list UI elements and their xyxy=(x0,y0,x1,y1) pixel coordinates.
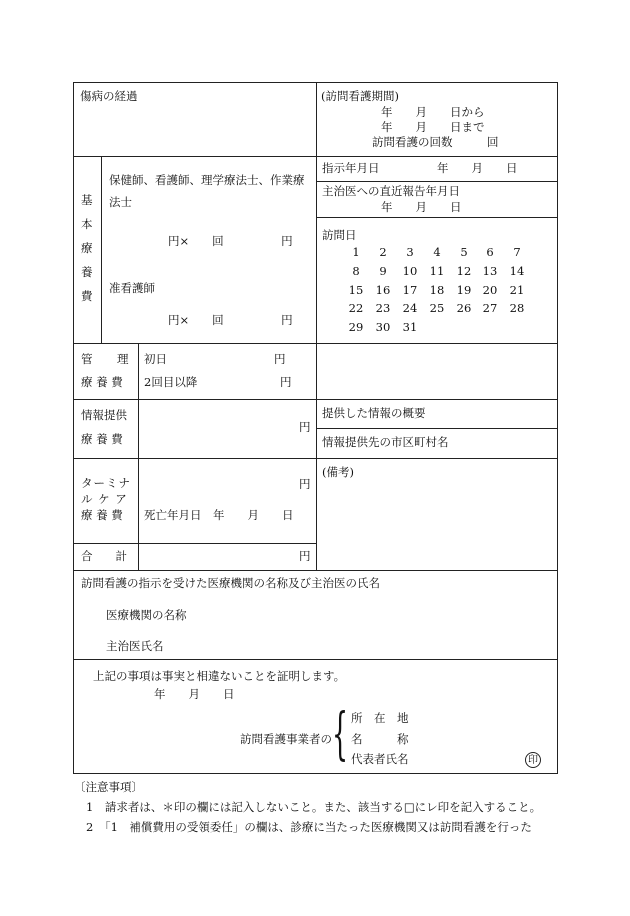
nurse-line-1: 保健師、看護師、理学療法士、作業療 xyxy=(109,173,305,187)
visit-day: 11 xyxy=(429,264,445,278)
name-label: 名 称 xyxy=(351,732,409,746)
total-yen: 円 xyxy=(299,549,311,563)
report-date: 年 月 日 xyxy=(381,200,462,214)
visit-period-label: (訪問看護期間) xyxy=(321,89,399,103)
note-item-2: 2 「1 補償費用の受領委任」の欄は、診療に当たった医療機関又は訪問看護を行った xyxy=(86,820,532,834)
visit-day: 2 xyxy=(379,245,387,259)
divider xyxy=(316,428,558,429)
visit-day: 7 xyxy=(513,245,521,259)
visit-day: 4 xyxy=(433,245,441,259)
note-item-1: 1 請求者は、＊印の欄には記入しないこと。また、該当する□にレ印を記入すること。 xyxy=(86,800,542,814)
visit-day: 24 xyxy=(402,301,418,315)
visit-day: 22 xyxy=(348,301,364,315)
total-label: 合 計 xyxy=(81,549,127,563)
basic-label-1: 基 xyxy=(81,193,93,207)
assistant-nurse-label: 准看護師 xyxy=(109,281,155,295)
visit-day: 14 xyxy=(509,264,525,278)
visit-day: 16 xyxy=(375,283,391,297)
basic-label-2: 本 xyxy=(81,217,93,231)
representative-label: 代表者氏名 xyxy=(351,752,409,766)
notes-heading: 〔注意事項〕 xyxy=(74,780,143,794)
divider xyxy=(316,217,558,218)
management-label-1: 管 理 xyxy=(81,352,129,366)
terminal-yen: 円 xyxy=(299,477,311,491)
address-label: 所 在 地 xyxy=(351,711,409,725)
visit-day: 13 xyxy=(482,264,498,278)
visit-day: 26 xyxy=(456,301,472,315)
divider xyxy=(73,659,558,660)
terminal-label-2: ル ケ ア xyxy=(81,492,128,506)
nurse-line-2: 法士 xyxy=(109,195,132,209)
visit-day: 18 xyxy=(429,283,445,297)
remarks-label: (備考) xyxy=(322,465,354,479)
visit-day: 19 xyxy=(456,283,472,297)
visit-day: 1 xyxy=(352,245,360,259)
visit-day: 15 xyxy=(348,283,364,297)
info-label-2: 療 養 費 xyxy=(81,432,123,446)
terminal-label-3: 療 養 費 xyxy=(81,508,123,522)
management-first-day: 初日 xyxy=(144,352,167,366)
management-label-2: 療 養 費 xyxy=(81,375,123,389)
divider xyxy=(316,181,558,182)
management-second: 2回目以降 xyxy=(144,375,198,389)
course-label: 傷病の経過 xyxy=(80,89,138,103)
visit-day: 23 xyxy=(375,301,391,315)
visit-period-to: 年 月 日まで xyxy=(381,120,485,134)
brace-icon: { xyxy=(332,702,349,767)
visit-period-from: 年 月 日から xyxy=(381,105,485,119)
certify-text: 上記の事項は事実と相違ないことを証明します。 xyxy=(93,669,346,683)
provider-label: 訪問看護事業者の xyxy=(240,732,332,746)
certify-date: 年 月 日 xyxy=(154,687,235,701)
instruction-date: 指示年月日 年 月 日 xyxy=(322,161,518,175)
doctor-section-title: 訪問看護の指示を受けた医療機関の名称及び主治医の氏名 xyxy=(81,576,380,590)
divider xyxy=(73,570,558,571)
visit-day: 25 xyxy=(429,301,445,315)
visit-days-label: 訪問日 xyxy=(322,228,357,242)
visit-day: 3 xyxy=(406,245,414,259)
divider xyxy=(316,82,317,570)
terminal-label-1: ターミナ xyxy=(81,476,131,490)
visit-day: 12 xyxy=(456,264,472,278)
institution-label: 医療機関の名称 xyxy=(106,608,187,622)
management-second-yen: 円 xyxy=(280,375,292,389)
divider xyxy=(138,343,139,570)
info-summary-label: 提供した情報の概要 xyxy=(322,406,426,420)
visit-day: 27 xyxy=(482,301,498,315)
physician-label: 主治医氏名 xyxy=(106,639,164,653)
divider xyxy=(73,543,316,544)
divider xyxy=(101,156,102,343)
info-label-1: 情報提供 xyxy=(81,408,127,422)
report-label: 主治医への直近報告年月日 xyxy=(322,184,460,198)
visit-day: 30 xyxy=(375,320,391,334)
visit-day: 5 xyxy=(460,245,468,259)
visit-day: 9 xyxy=(379,264,387,278)
visit-day: 6 xyxy=(486,245,494,259)
visit-day: 17 xyxy=(402,283,418,297)
visit-count: 訪問看護の回数 回 xyxy=(372,135,499,149)
visit-day: 29 xyxy=(348,320,364,334)
info-yen: 円 xyxy=(299,420,311,434)
visit-day: 21 xyxy=(509,283,525,297)
basic-calc-1: 円× 回 円 xyxy=(168,234,293,248)
visit-day: 8 xyxy=(352,264,360,278)
info-city-label: 情報提供先の市区町村名 xyxy=(322,435,449,449)
basic-calc-2: 円× 回 円 xyxy=(168,313,293,327)
basic-label-4: 養 xyxy=(81,265,93,279)
visit-day: 28 xyxy=(509,301,525,315)
visit-day: 31 xyxy=(402,320,418,334)
death-date: 死亡年月日 年 月 日 xyxy=(144,508,294,522)
seal-icon: 印 xyxy=(525,752,541,768)
management-first-yen: 円 xyxy=(274,352,286,366)
visit-day: 20 xyxy=(482,283,498,297)
basic-label-5: 費 xyxy=(81,289,93,303)
visit-day: 10 xyxy=(402,264,418,278)
basic-label-3: 療 xyxy=(81,241,93,255)
